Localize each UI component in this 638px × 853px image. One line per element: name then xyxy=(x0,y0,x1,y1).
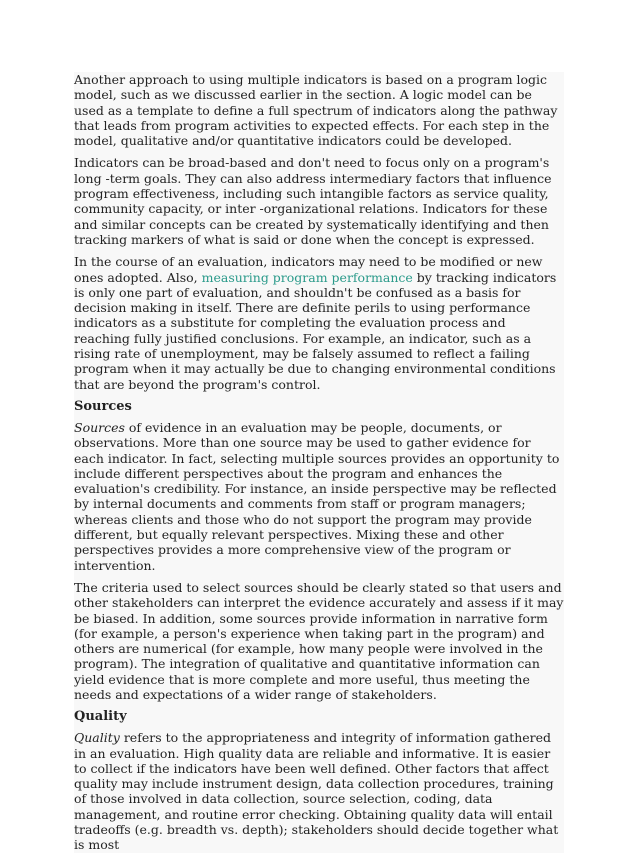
document-body xyxy=(74,72,564,853)
quality-term: Quality xyxy=(74,730,120,746)
sources-term: Sources xyxy=(74,419,125,435)
quality-definition-text: refers to the appropriateness and integrity of information gathered in an evaluation. High quality data are reliable and informative. It is easier to collect if the indicators have been well defined. Other factors that affect quality may include instrument design, data collection procedures, training of those involved in data collection, source selection, coding, data management, and routine error checking. Obtaining quality data will entail tradeoffs (e.g. breadth vs. depth); stakeholders should decide together what is most xyxy=(74,730,559,853)
measuring-program-performance-link[interactable]: measuring program performance xyxy=(201,269,413,285)
paragraph-sources-definition xyxy=(74,420,564,573)
paragraph-indicator-modification xyxy=(74,254,564,392)
sources-heading: Sources xyxy=(74,398,132,414)
paragraph-text-after-link: by tracking indicators is only one part of evaluation, and shouldn't be confused as a basis for decision making in itself. There are definite perils to using performance indicators as a substitute for completing the evaluation process and reaching fully justified conclusions. For example, an indicator, such as a rising rate of unemployment, may be falsely assumed to reflect a failing program when it may actually be due to changing environmental conditions that are beyond the program's control. xyxy=(74,269,557,392)
paragraph-broad-indicators: Indicators can be broad-based and don't need to focus only on a program's long -term goals. They can also address intermediary factors that influence program effectiveness, including such intangible factors as service quality, community capacity, or inter -organizational relations. Indicators for these and similar concepts can be created by systematically identifying and then tracking markers of what is said or done when the concept is expressed. xyxy=(74,155,552,247)
paragraph-text-before-link: In the course of an evaluation, indicators may need to be modified or new ones adopted. Also, xyxy=(74,254,543,285)
paragraph-logic-model: Another approach to using multiple indicators is based on a program logic model, such as we discussed earlier in the section. A logic model can be used as a template to define a full spectrum of indicators along the pathway that leads from program activities to expected effects. For each step in the model, qualitative and/or quantitative indicators could be developed. xyxy=(74,72,558,149)
paragraph-quality-definition xyxy=(74,730,564,852)
sources-definition-text: of evidence in an evaluation may be people, documents, or observations. More than one source may be used to gather evidence for each indicator. In fact, selecting multiple sources provides an opportunity to include different perspectives about the program and enhances the evaluation's credibility. For instance, an inside perspective may be reflected by internal documents and comments from staff or program managers; whereas clients and those who do not support the program may provide different, but equally relevant perspectives. Mixing these and other perspectives provides a more comprehensive view of the program or intervention. xyxy=(74,419,560,573)
quality-heading: Quality xyxy=(74,709,127,725)
paragraph-sources-criteria: The criteria used to select sources should be clearly stated so that users and other stakeholders can interpret the evidence accurately and assess if it may be biased. In addition, some sources provide information in narrative form (for example, a person's experience when taking part in the program) and others are numerical (for example, how many people were involved in the program). The integration of qualitative and quantitative information can yield evidence that is more complete and more useful, thus meeting the needs and expectations of a wider range of stakeholders. xyxy=(74,579,564,702)
